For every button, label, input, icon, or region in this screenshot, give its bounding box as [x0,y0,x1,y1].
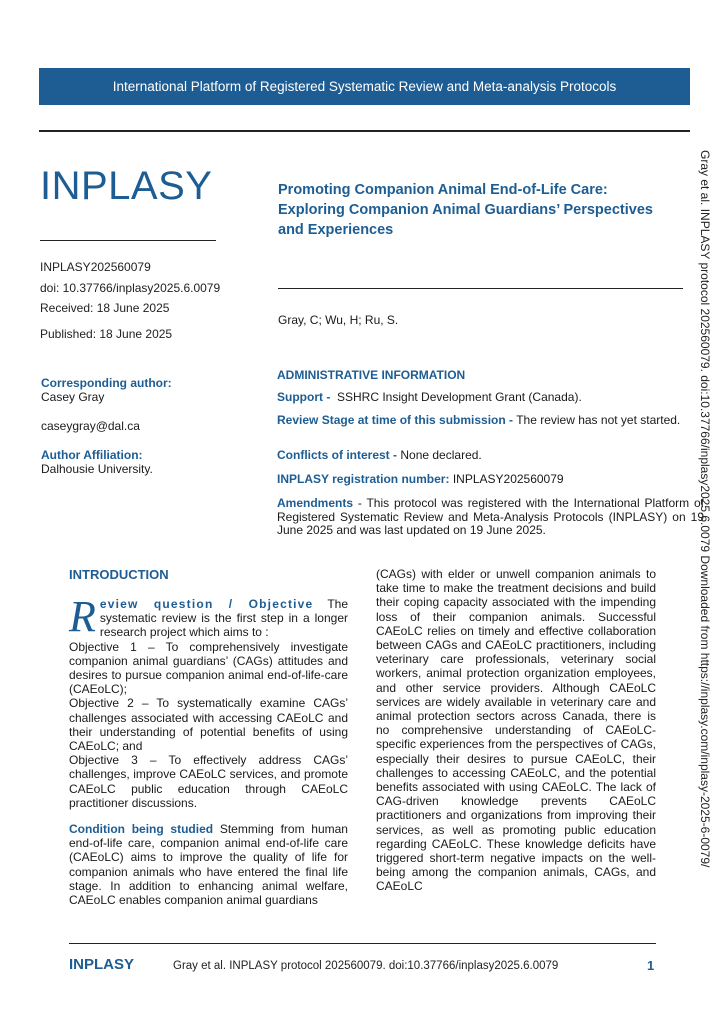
doi: doi: 10.37766/inplasy2025.6.0079 [40,281,221,295]
corresponding-author-label: Corresponding author: [41,376,172,390]
amendments-line [277,497,704,538]
corresponding-email[interactable]: caseygray@dal.ca [41,419,140,433]
conflicts-label: Conflicts of interest - [277,448,398,462]
inplasy-logo: INPLASY [40,164,213,208]
published-date: Published: 18 June 2025 [40,327,173,341]
review-question-paragraph [69,592,349,641]
amendments-label: Amendments [277,496,354,510]
review-question-label: eview question / Objective [99,597,314,611]
affiliation-label: Author Affiliation: [41,448,143,462]
left-column [69,592,349,908]
admin-heading: ADMINISTRATIVE INFORMATION [277,368,466,382]
stage-label: Review Stage at time of this submission - [277,413,514,427]
regnum-label: INPLASY registration number: [277,472,450,486]
header-divider [39,130,690,132]
conflicts-text: None declared. [400,448,482,462]
corresponding-author-name: Casey Gray [41,390,105,404]
title-divider [278,288,683,289]
side-download-note: Gray et al. INPLASY protocol 202560079. doi:10.37766/inplasy2025.6.0079 Downloaded from https://inplasy.com/inplasy-2025-6-0079/ [698,150,712,868]
drop-cap: R [69,592,96,641]
amendments-text: - This protocol was registered with the International Platform of Registered Systematic Review and Meta-Analysis Protocols (INPLASY) on 19 June 2025 and was last updated on 19 June 2025. [277,496,704,537]
regnum-line [277,473,704,487]
introduction-heading: INTRODUCTION [69,567,169,582]
footer-divider [69,943,656,944]
footer-logo: INPLASY [69,956,135,973]
logo-divider [40,240,216,241]
received-date: Received: 18 June 2025 [40,301,170,315]
journal-banner [39,68,690,105]
stage-text: The review has not yet started. [516,413,681,427]
review-question-text: The systematic review is the first step in a longer research project which aims to : [99,597,349,640]
objective-1: Objective 1 – To comprehensively investigate companion animal guardians’ (CAGs) attitudes and desires to pursue companion animal end-of-life-care (CAEoLC); [69,639,348,697]
paper-title: Promoting Companion Animal End-of-Life Care: Exploring Companion Animal Guardians’ Perspectives and Experiences [278,182,653,238]
support-label: Support - [277,390,331,404]
condition-paragraph [69,822,348,907]
objective-3: Objective 3 – To effectively address CAGs’ challenges, improve CAEoLC services, and promote CAEoLC public education through CAEoLC practitioner discussions. [69,753,348,810]
support-text: SSHRC Insight Development Grant (Canada). [337,390,582,404]
footer-citation: Gray et al. INPLASY protocol 202560079. doi:10.37766/inplasy2025.6.0079 [173,960,559,972]
stage-line [277,414,704,428]
right-column: (CAGs) with elder or unwell companion animals to take time to make the treatment decisions and build their coping capacity associated with the impending loss of their companion animals. Successful CAEoLC relies on timely and effective collaboration between CAGs and CAEoLC practitioners, including veterinary care professionals, veterinary social workers, animal protection organization employees, and other service providers. Although CAEoLC services are widely available in veterinary care and animal protection sectors across Canada, there is no comprehensive understanding of CAEoLC-specific experiences from the perspectives of CAGs, especially their desires to pursue CAEoLC, their challenges to accessing CAEoLC, and the potential benefits associated with using CAEoLC. The lack of CAG-driven knowledge prevents CAEoLC practitioners and organizations from improving their services, as well as promoting public education regarding CAEoLC. These knowledge deficits have triggered short-term negative impacts on the well-being among the companion animals, CAGs, and CAEoLC [376,567,656,894]
registration-id: INPLASY202560079 [40,260,151,274]
authors: Gray, C; Wu, H; Ru, S. [278,313,399,327]
page-number: 1 [647,958,655,973]
objective-2: Objective 2 – To systematically examine CAGs’ challenges associated with accessing CAEoLC and their understanding of potential benefits of using CAEoLC; and [69,696,348,754]
conflicts-line [277,449,704,463]
support-line [277,391,704,405]
affiliation: Dalhousie University. [41,462,153,476]
condition-text: Stemming from human end-of-life care, companion animal end-of-life care (CAEoLC) aims to improve the quality of life for companion animals who have entered the final life stage. In addition to enhancing animal welfare, CAEoLC enables companion animal guardians [69,822,348,908]
regnum-text: INPLASY202560079 [452,472,564,486]
condition-label: Condition being studied [69,822,214,837]
banner-text: International Platform of Registered Systematic Review and Meta-analysis Protocols [112,79,617,94]
